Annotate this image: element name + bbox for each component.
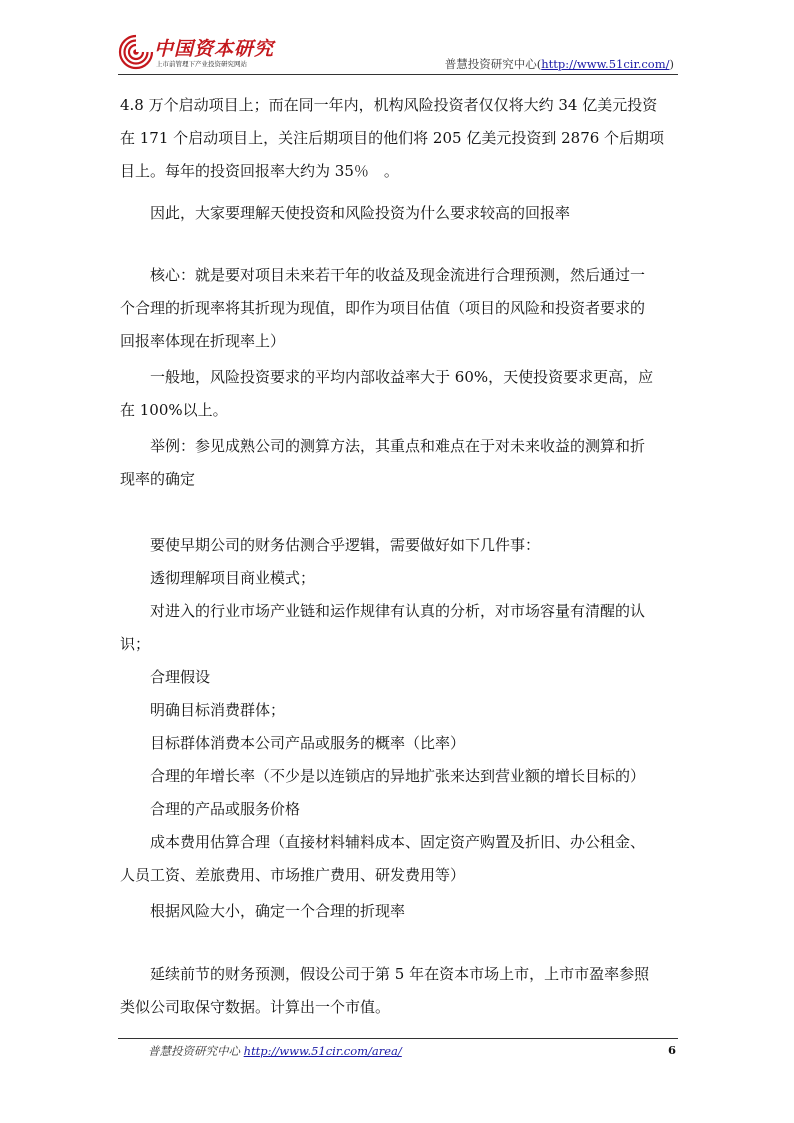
body-line: 识；	[120, 635, 151, 653]
page-header	[118, 30, 678, 75]
body-line: 要使早期公司的财务估测合乎逻辑，需要做好如下几件事：	[150, 536, 541, 554]
footer-link[interactable]: http://www.51cir.com/area/	[243, 1044, 402, 1058]
site-name	[445, 56, 674, 72]
body-line: 一般地，风险投资要求的平均内部收益率大于 60%，天使投资要求更高，应	[150, 368, 654, 386]
logo-title: 中国资本研究	[154, 38, 275, 60]
body-line: 目标群体消费本公司产品或服务的概率（比率）	[150, 734, 466, 752]
body-line: 举例：参见成熟公司的测算方法，其重点和难点在于对未来收益的测算和折	[150, 437, 646, 455]
logo-subtitle: 上市前管理下产业投资研究网站	[156, 60, 247, 68]
body-line: 因此，大家要理解天使投资和风险投资为什么要求较高的回报率	[150, 204, 571, 222]
body-line: 目上。每年的投资回报率大约为 35％ 。	[120, 162, 399, 180]
body-line: 回报率体现在折现率上）	[120, 332, 286, 350]
body-line: 人员工资、差旅费用、市场推广费用、研发费用等）	[120, 866, 466, 884]
body-line: 核心：就是要对项目未来若干年的收益及现金流进行合理预测，然后通过一	[150, 266, 646, 284]
body-line: 对进入的行业市场产业链和运作规律有认真的分析，对市场容量有清醒的认	[150, 602, 646, 620]
site-logo[interactable]	[118, 34, 318, 70]
logo-swirl-icon	[118, 34, 154, 70]
body-line: 现率的确定	[120, 470, 196, 488]
site-name-text: 普慧投资研究中心(	[444, 57, 542, 71]
body-line: 透彻理解项目商业模式；	[150, 569, 316, 587]
body-line: 成本费用估算合理（直接材料辅料成本、固定资产购置及折旧、办公租金、	[150, 833, 646, 851]
body-line: 在 100%以上。	[120, 401, 228, 419]
body-line: 明确目标消费群体；	[150, 701, 286, 719]
body-line: 类似公司取保守数据。计算出一个市值。	[120, 998, 391, 1016]
body-line: 4.8 万个启动项目上；而在同一年内，机构风险投资者仅仅将大约 34 亿美元投资	[120, 96, 658, 114]
body-line: 个合理的折现率将其折现为现值，即作为项目估值（项目的风险和投资者要求的	[120, 299, 646, 317]
body-line: 合理的产品或服务价格	[150, 800, 301, 818]
body-line: 延续前节的财务预测，假设公司于第 5 年在资本市场上市，上市市盈率参照	[150, 965, 650, 983]
page-number: 6	[667, 1043, 676, 1057]
footer-site	[148, 1043, 402, 1059]
body-line: 在 171 个启动项目上，关注后期项目的他们将 205 亿美元投资到 2876 个后期项	[120, 129, 665, 147]
body-line: 根据风险大小，确定一个合理的折现率	[150, 902, 406, 920]
body-line: 合理的年增长率（不少是以连锁店的异地扩张来达到营业额的增长目标的）	[150, 767, 646, 785]
site-link[interactable]: http://www.51cir.com/	[541, 57, 670, 71]
site-name-close: )	[669, 57, 674, 71]
page-footer	[118, 1038, 678, 1061]
body-line: 合理假设	[150, 668, 211, 686]
footer-site-label: 普慧投资研究中心	[148, 1044, 240, 1058]
